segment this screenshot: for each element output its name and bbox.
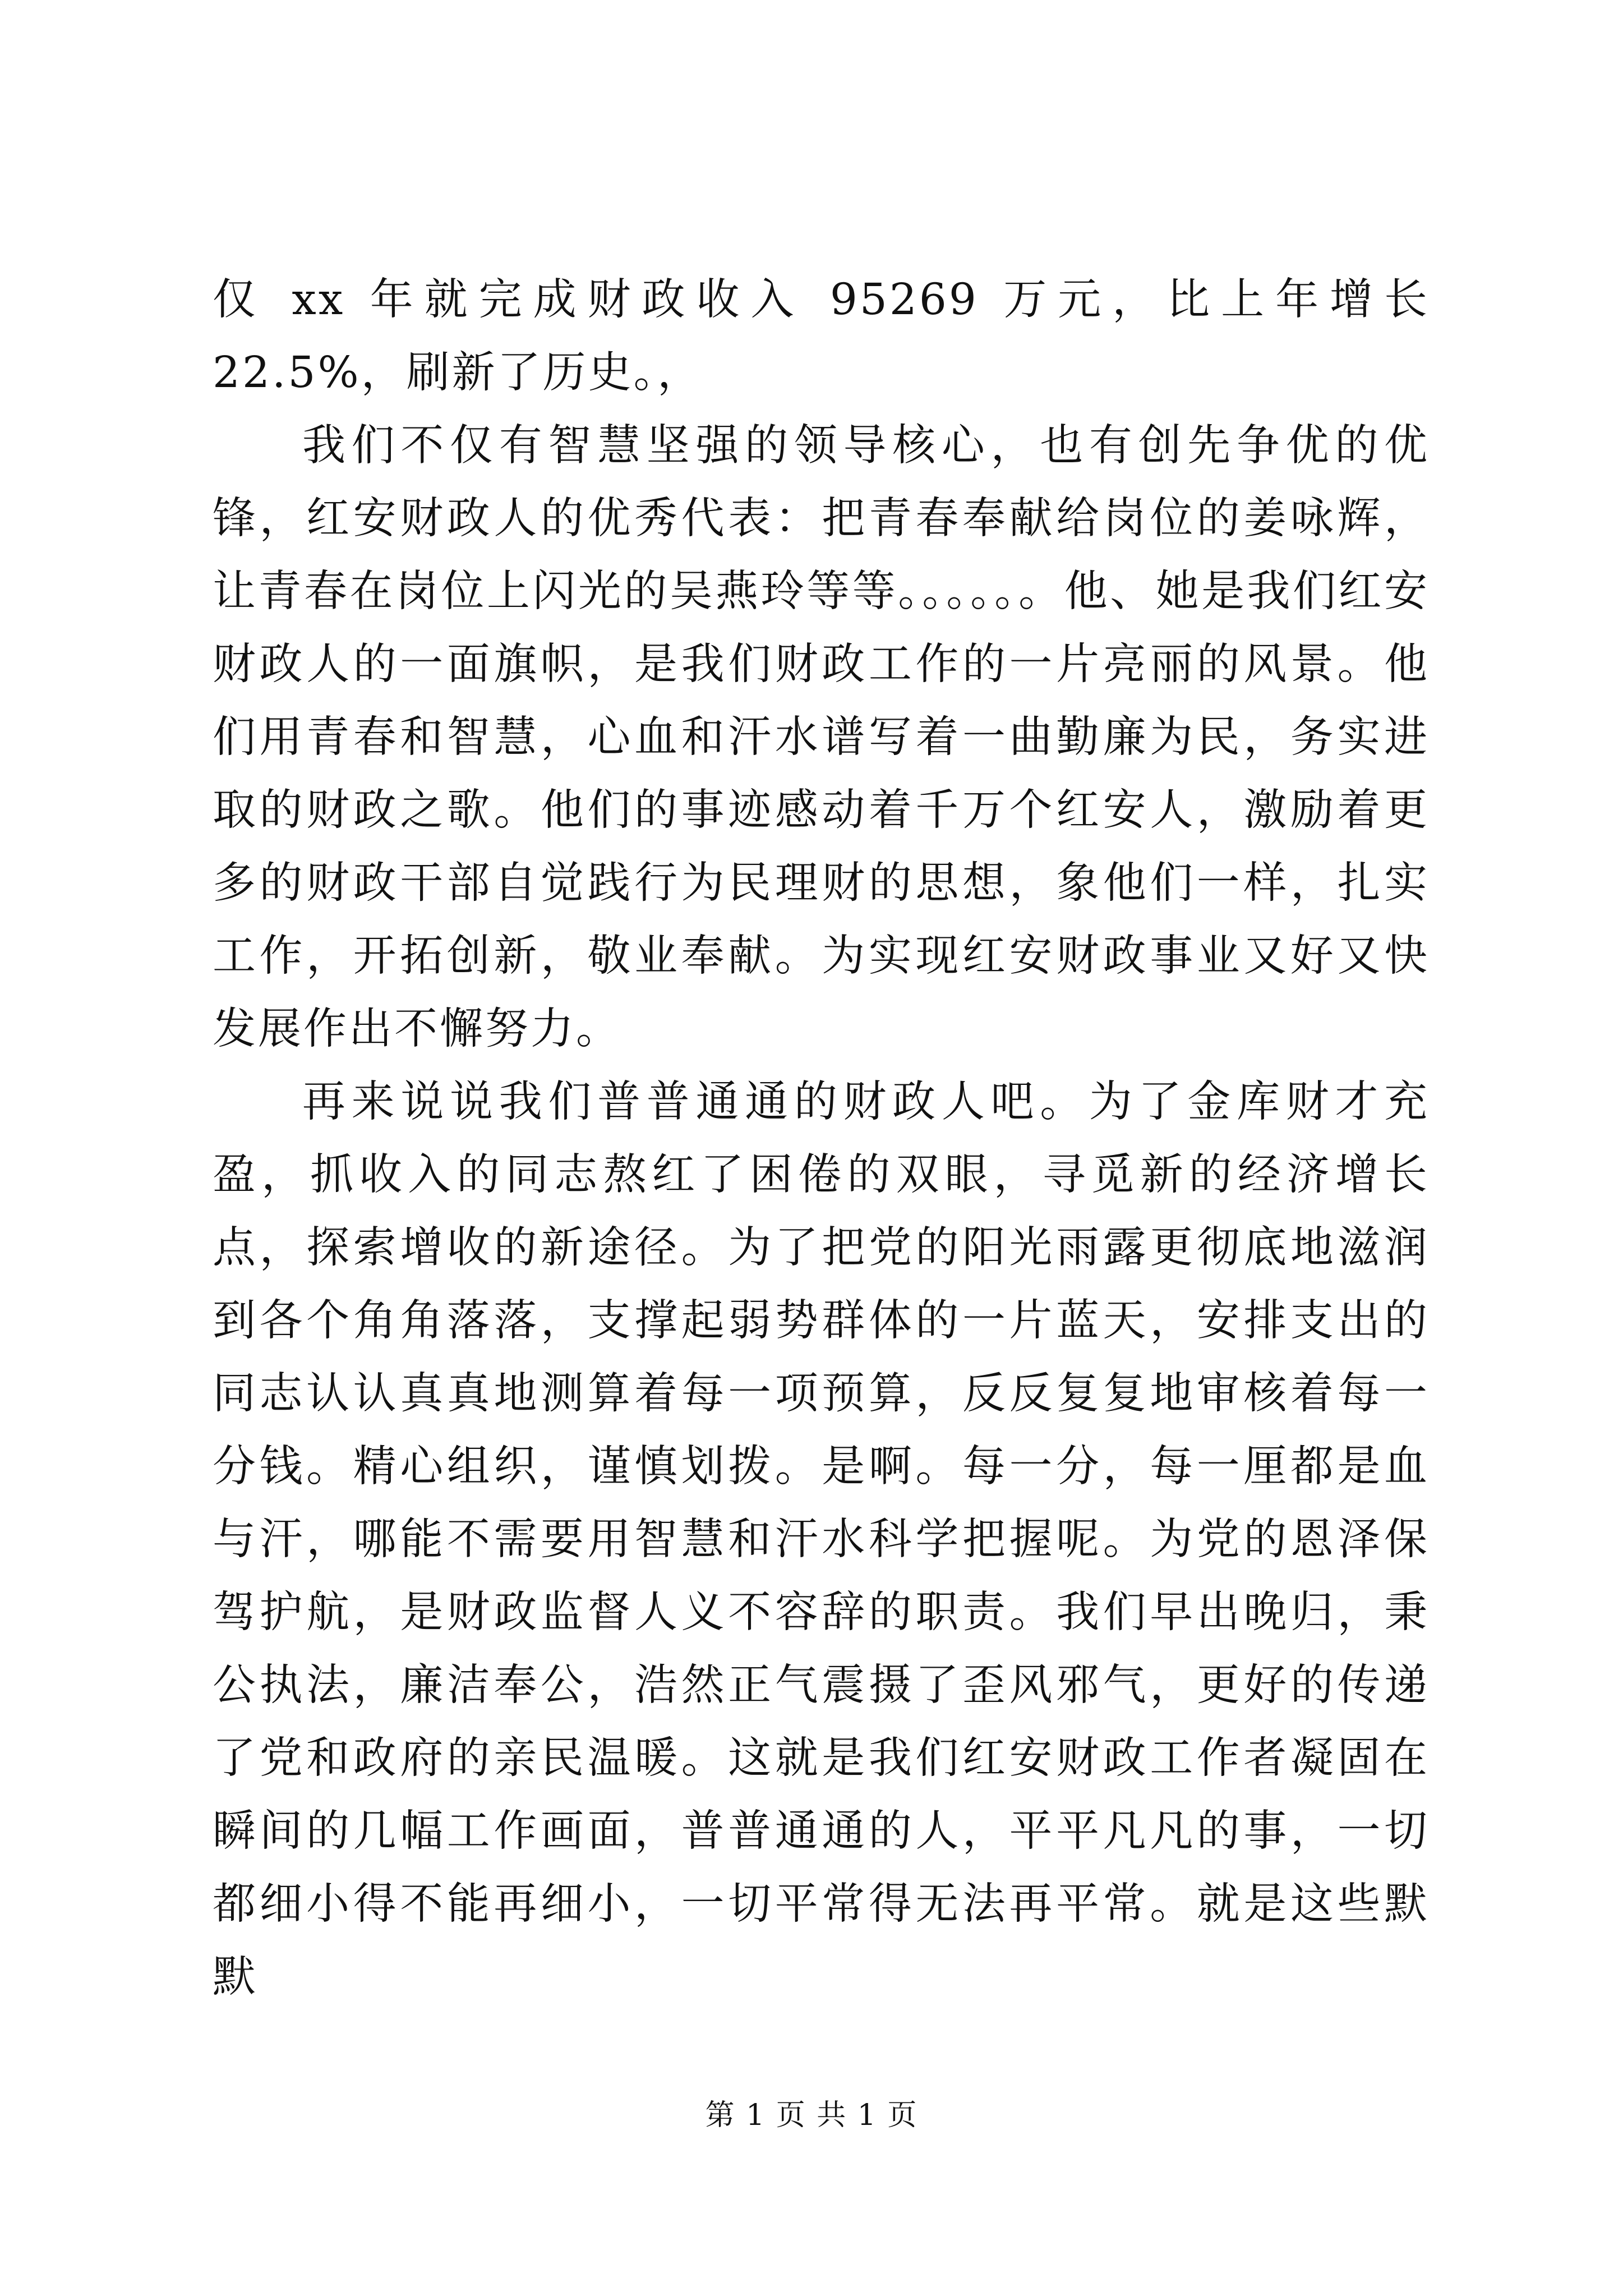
page-number-footer: 第 1 页 共 1 页: [705, 2099, 918, 2132]
document-body: [213, 264, 1430, 2014]
paragraph-exemplars: 我们不仅有智慧坚强的领导核心，也有创先争优的优锋，红安财政人的优秀代表：把青春奉献给岗位的姜咏辉，让青春在岗位上闪光的吴燕玲等等。。。。。。他、她是我们红安财政人的一面旗帜，是我们财政工作的一片亮丽的风景。他们用青春和智慧，心血和汗水谱写着一曲勤廉为民，务实进取的财政之歌。他们的事迹感动着千万个红安人，激励着更多的财政干部自觉践行为民理财的思想，象他们一样，扎实工作，开拓创新，敬业奉献。为实现红安财政事业又好又快发展作出不懈努力。: [213, 421, 1430, 1054]
paragraph-continuation: 仅 xx 年就完成财政收入 95269 万元，比上年增长 22.5%，刷新了历史。，: [213, 275, 1430, 398]
paragraph-ordinary-workers: 再来说说我们普普通通的财政人吧。为了金库财才充盈，抓收入的同志熬红了困倦的双眼，寻觅新的经济增长点，探索增收的新途径。为了把党的阳光雨露更彻底地滋润到各个角角落落，支撑起弱势群体的一片蓝天，安排支出的同志认认真真地测算着每一项预算，反反复复地审核着每一分钱。精心组织，谨慎划拨。是啊。每一分，每一厘都是血与汗，哪能不需要用智慧和汗水科学把握呢。为党的恩泽保驾护航，是财政监督人义不容辞的职责。我们早出晚归，秉公执法，廉洁奉公，浩然正气震摄了歪风邪气，更好的传递了党和政府的亲民温暖。这就是我们红安财政工作者凝固在瞬间的几幅工作画面，普普通通的人，平平凡凡的事，一切都细小得不能再细小，一切平常得无法再平常。就是这些默默: [213, 1077, 1430, 2002]
